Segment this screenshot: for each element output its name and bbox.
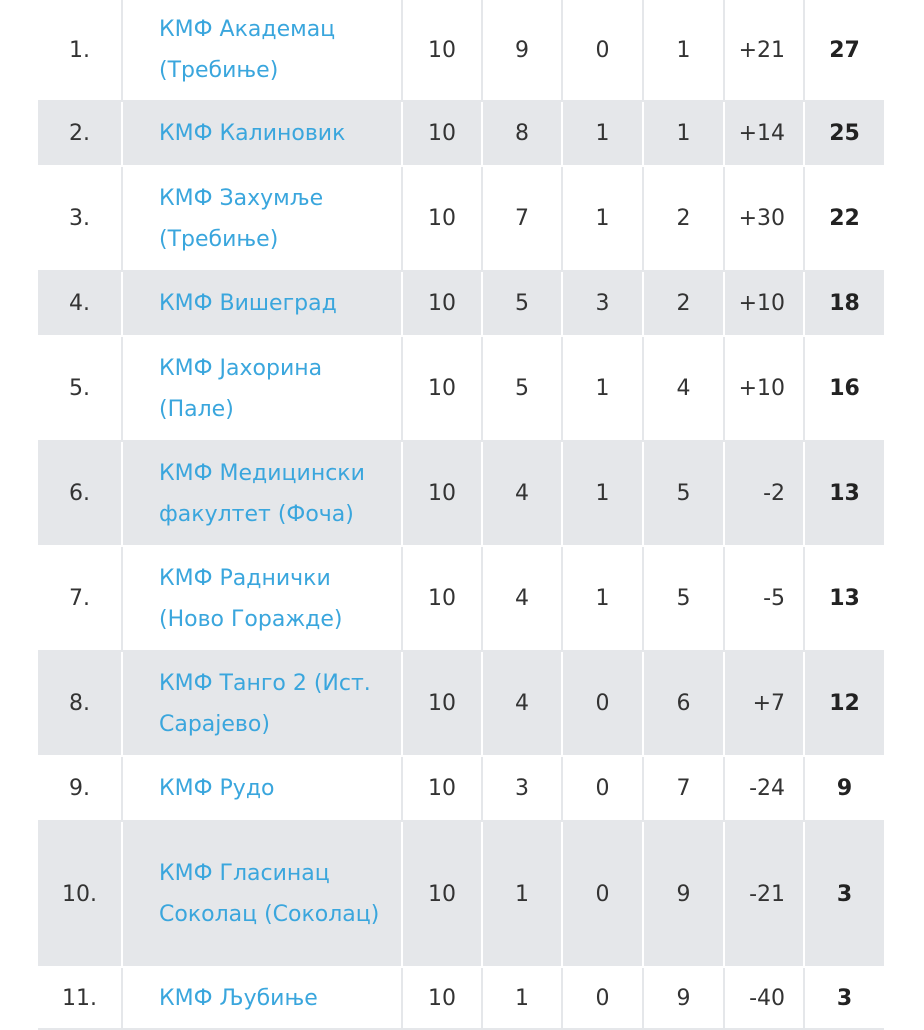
table-row [38, 967, 884, 1029]
lost-cell: 4 [643, 336, 724, 441]
lost-cell: 9 [643, 821, 724, 967]
won-cell: 8 [482, 101, 562, 166]
team-cell [122, 336, 402, 441]
drawn-cell: 0 [562, 651, 643, 756]
played-cell: 10 [402, 271, 482, 336]
team-link[interactable]: КМФ Вишеград [159, 291, 337, 316]
drawn-cell: 1 [562, 336, 643, 441]
played-cell: 10 [402, 546, 482, 651]
goal-difference-cell: +7 [724, 651, 804, 756]
table-row [38, 546, 884, 651]
won-cell: 9 [482, 0, 562, 101]
rank-cell: 1. [38, 0, 122, 101]
won-cell: 5 [482, 336, 562, 441]
drawn-cell: 1 [562, 166, 643, 271]
lost-cell: 1 [643, 101, 724, 166]
lost-cell: 9 [643, 967, 724, 1029]
won-cell: 4 [482, 546, 562, 651]
points-cell: 3 [804, 967, 884, 1029]
table-row [38, 0, 884, 101]
drawn-cell: 1 [562, 546, 643, 651]
played-cell: 10 [402, 166, 482, 271]
drawn-cell: 1 [562, 101, 643, 166]
team-cell [122, 821, 402, 967]
rank-cell: 11. [38, 967, 122, 1029]
lost-cell: 5 [643, 546, 724, 651]
rank-cell: 7. [38, 546, 122, 651]
goal-difference-cell: -21 [724, 821, 804, 967]
points-cell: 3 [804, 821, 884, 967]
team-cell [122, 0, 402, 101]
team-link[interactable]: КМФ Танго 2 (Ист. Сарајево) [159, 670, 371, 737]
team-link[interactable]: КМФ Захумље (Требиње) [159, 185, 324, 252]
rank-cell: 3. [38, 166, 122, 271]
lost-cell: 7 [643, 756, 724, 821]
won-cell: 1 [482, 821, 562, 967]
table-row [38, 821, 884, 967]
rank-cell: 4. [38, 271, 122, 336]
table-row [38, 756, 884, 821]
won-cell: 1 [482, 967, 562, 1029]
team-link[interactable]: КМФ Јахорина (Пале) [159, 355, 323, 422]
drawn-cell: 0 [562, 821, 643, 967]
goal-difference-cell: -40 [724, 967, 804, 1029]
team-cell [122, 271, 402, 336]
team-cell [122, 756, 402, 821]
goal-difference-cell: -24 [724, 756, 804, 821]
team-link[interactable]: КМФ Раднички (Ново Горажде) [159, 565, 343, 632]
drawn-cell: 0 [562, 967, 643, 1029]
rank-cell: 5. [38, 336, 122, 441]
won-cell: 4 [482, 441, 562, 546]
lost-cell: 1 [643, 0, 724, 101]
rank-cell: 9. [38, 756, 122, 821]
lost-cell: 5 [643, 441, 724, 546]
table-row [38, 166, 884, 271]
won-cell: 4 [482, 651, 562, 756]
lost-cell: 2 [643, 271, 724, 336]
won-cell: 3 [482, 756, 562, 821]
table-row [38, 271, 884, 336]
goal-difference-cell: -2 [724, 441, 804, 546]
played-cell: 10 [402, 967, 482, 1029]
drawn-cell: 1 [562, 441, 643, 546]
points-cell: 25 [804, 101, 884, 166]
played-cell: 10 [402, 0, 482, 101]
standings-table-wrapper [38, 0, 884, 1030]
rank-cell: 10. [38, 821, 122, 967]
team-link[interactable]: КМФ Калиновик [159, 121, 346, 146]
won-cell: 5 [482, 271, 562, 336]
table-row [38, 101, 884, 166]
team-link[interactable]: КМФ Гласинац Соколац (Соколац) [159, 861, 380, 927]
played-cell: 10 [402, 756, 482, 821]
played-cell: 10 [402, 651, 482, 756]
rank-cell: 8. [38, 651, 122, 756]
team-cell [122, 546, 402, 651]
points-cell: 16 [804, 336, 884, 441]
team-cell [122, 101, 402, 166]
points-cell: 12 [804, 651, 884, 756]
goal-difference-cell: +30 [724, 166, 804, 271]
points-cell: 18 [804, 271, 884, 336]
drawn-cell: 0 [562, 756, 643, 821]
team-cell [122, 441, 402, 546]
goal-difference-cell: -5 [724, 546, 804, 651]
goal-difference-cell: +14 [724, 101, 804, 166]
won-cell: 7 [482, 166, 562, 271]
drawn-cell: 3 [562, 271, 643, 336]
goal-difference-cell: +21 [724, 0, 804, 101]
team-link[interactable]: КМФ Академац (Требиње) [159, 17, 336, 83]
played-cell: 10 [402, 101, 482, 166]
team-link[interactable]: КМФ Рудо [159, 776, 275, 801]
standings-table [38, 0, 884, 1030]
goal-difference-cell: +10 [724, 271, 804, 336]
points-cell: 13 [804, 441, 884, 546]
team-link[interactable]: КМФ Медицински факултет (Фоча) [159, 460, 365, 527]
team-cell [122, 651, 402, 756]
points-cell: 13 [804, 546, 884, 651]
points-cell: 27 [804, 0, 884, 101]
rank-cell: 6. [38, 441, 122, 546]
lost-cell: 2 [643, 166, 724, 271]
team-cell [122, 967, 402, 1029]
goal-difference-cell: +10 [724, 336, 804, 441]
team-cell [122, 166, 402, 271]
played-cell: 10 [402, 441, 482, 546]
points-cell: 9 [804, 756, 884, 821]
table-row [38, 336, 884, 441]
points-cell: 22 [804, 166, 884, 271]
table-row [38, 651, 884, 756]
played-cell: 10 [402, 336, 482, 441]
team-link[interactable]: КМФ Љубиње [159, 985, 318, 1011]
drawn-cell: 0 [562, 0, 643, 101]
rank-cell: 2. [38, 101, 122, 166]
table-row [38, 441, 884, 546]
played-cell: 10 [402, 821, 482, 967]
lost-cell: 6 [643, 651, 724, 756]
